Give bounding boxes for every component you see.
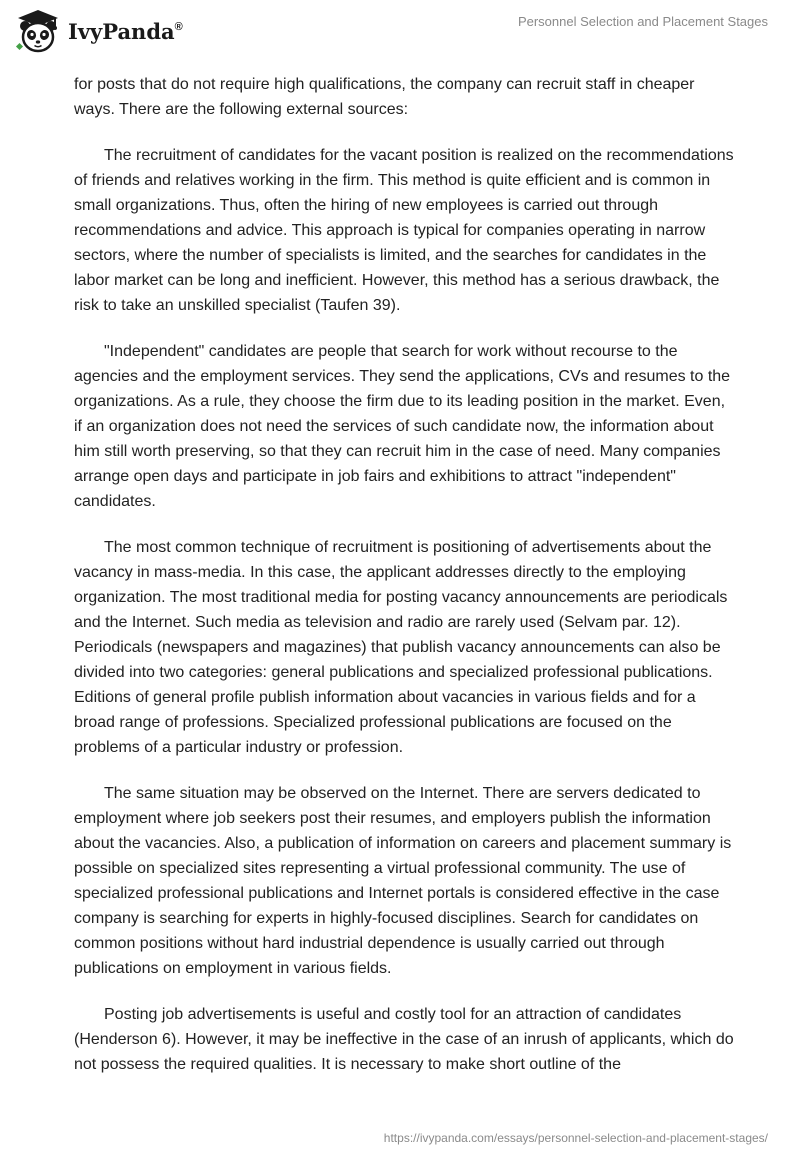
paragraph-continuation: for posts that do not require high qualifications, the company can recruit staff in cheaper ways. There are the following external sources: bbox=[74, 76, 695, 118]
paragraph-mass-media: The most common technique of recruitment is positioning of advertisements about the vacancy in mass-media. In this case, the applicant addresses directly to the employing organization. The most traditional media for posting vacancy announcements are periodicals and the Internet. Such media as television and radio are rarely used (Selvam par. 12). Periodicals (newspapers and magazines) that publish vacancy announcements can also be divided into two categories: general publications and specialized professional publications. Editions of general profile publish information about vacancies in various fields and for a broad range of professions. Specialized professional publications are focused on the problems of a particular industry or profession. bbox=[74, 539, 728, 756]
panda-logo-icon bbox=[14, 8, 62, 54]
document-title: Personnel Selection and Placement Stages bbox=[517, 14, 768, 29]
logo-text: IvyPanda® bbox=[68, 18, 183, 44]
essay-body bbox=[74, 72, 734, 1098]
paragraph-job-advertisements: Posting job advertisements is useful and costly tool for an attraction of candidates (Henderson 6). However, it may be ineffective in the case of an inrush of applicants, which do not possess the required qualities. It is necessary to make short outline of the bbox=[74, 1006, 734, 1073]
registered-mark: ® bbox=[174, 20, 183, 33]
ivypanda-logo[interactable] bbox=[14, 8, 183, 54]
paragraph-internet: The same situation may be observed on the Internet. There are servers dedicated to employment where job seekers post their resumes, and employers publish the information about the vacancies. Also, a publication of information on careers and placement summary is possible on specialized sites representing a virtual professional community. The use of specialized professional publications and Internet portals is considered effective in the case company is searching for experts in highly-focused disciplines. Search for candidates on common positions without hard industrial dependence is usually carried out through publications on employment in various fields. bbox=[74, 785, 732, 977]
page-header bbox=[0, 0, 800, 66]
paragraph-recommendations: The recruitment of candidates for the vacant position is realized on the recommendations of friends and relatives working in the firm. This method is quite efficient and is common in small organizations. Thus, often the hiring of new employees is carried out through recommendations and advice. This approach is typical for companies operating in narrow sectors, where the number of specialists is limited, and the searches for candidates in the labor market can be long and inefficient. However, this method has a serious drawback, the risk to take an unskilled specialist (Taufen 39). bbox=[74, 147, 734, 314]
footer-url[interactable]: https://ivypanda.com/essays/personnel-selection-and-placement-stages/ bbox=[383, 1131, 768, 1145]
paragraph-independent-candidates: "Independent" candidates are people that search for work without recourse to the agencies and the employment services. They send the applications, CVs and resumes to the organizations. As a rule, they choose the firm due to its leading position in the market. Even, if an organization does not need the services of such candidate now, the information about him still worth preserving, so that they can recruit him in the case of need. Many companies arrange open days and participate in job fairs and exhibitions to attract "independent" candidates. bbox=[74, 343, 731, 510]
